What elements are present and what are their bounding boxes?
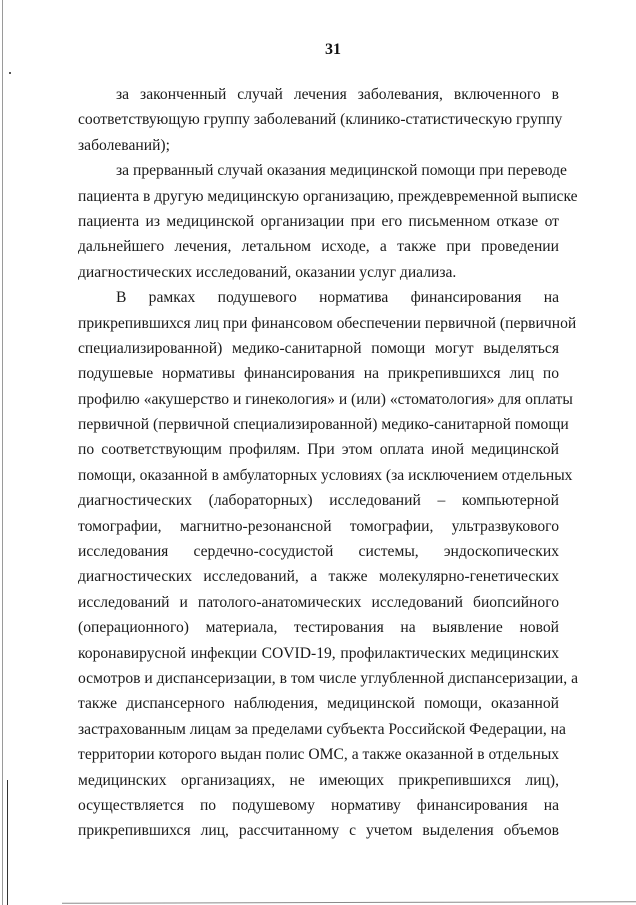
text-line: исследования сердечно-сосудистой системы, эндоскопических	[78, 543, 559, 561]
text-line: специализированной) медико-санитарной помощи могут выделяться	[78, 339, 559, 357]
page-number: 31	[325, 41, 341, 58]
text-line: осуществляется по подушевому нормативу финансирования на	[78, 796, 559, 814]
text-line: осмотров и диспансеризации, в том числе углубленной диспансеризации, а	[78, 669, 578, 687]
text-line: территории которого выдан полис ОМС, а также оказанной в отдельных	[78, 746, 560, 764]
text-line: по соответствующим профилям. При этом оплата иной медицинской	[78, 441, 559, 459]
text-line: пациента из медицинской организации при его письменном отказе от	[78, 212, 559, 230]
text-line: также диспансерного наблюдения, медицинской помощи, оказанной	[78, 695, 559, 713]
text-line: диагностических исследований, а также молекулярно-генетических	[78, 568, 559, 586]
body-text	[78, 82, 578, 844]
scan-bottom-edge	[62, 901, 636, 904]
text-line: подушевые нормативы финансирования на прикрепившихся лиц по	[78, 365, 559, 383]
scan-left-edge-shadow	[7, 780, 8, 905]
text-line: диагностических исследований, оказании услуг диализа.	[78, 263, 457, 281]
text-line: соответствующую группу заболеваний (клинико-статистическую группу	[78, 111, 563, 129]
text-line: за законченный случай лечения заболевания, включенного в	[116, 86, 559, 103]
text-line: томографии, магнитно-резонансной томографии, ультразвукового	[78, 517, 559, 535]
text-line: помощи, оказанной в амбулаторных условиях (за исключением отдельных	[78, 466, 573, 484]
text-line: прикрепившихся лиц при финансовом обеспечении первичной (первичной	[78, 314, 577, 332]
text-line: пациента в другую медицинскую организацию, преждевременной выписке	[78, 187, 578, 205]
text-line: застрахованным лицам за пределами субъекта Российской Федерации, на	[78, 720, 566, 738]
text-line: первичной (первичной специализированной) медико-санитарной помощи	[78, 416, 569, 434]
text-line: заболеваний);	[78, 136, 170, 154]
text-line: профилю «акушерство и гинекология» и (или) «стоматология» для оплаты	[78, 390, 573, 408]
scan-left-edge	[2, 0, 3, 905]
text-line: В рамках подушевого норматива финансирования на	[116, 289, 559, 307]
text-line: за прерванный случай оказания медицинской помощи при переводе	[116, 162, 567, 180]
text-line: коронавирусной инфекции COVID-19, профилактических медицинских	[78, 644, 559, 662]
text-line: прикрепившихся лиц, рассчитанному с учетом выделения объемов	[78, 822, 559, 840]
text-line: (операционного) материала, тестирования на выявление новой	[78, 619, 559, 637]
scan-speck	[9, 72, 11, 74]
text-line: исследований и патолого-анатомических исследований биопсийного	[78, 593, 559, 611]
text-line: диагностических (лабораторных) исследований – компьютерной	[78, 492, 559, 510]
text-line: медицинских организациях, не имеющих прикрепившихся лиц),	[78, 771, 559, 789]
text-line: дальнейшего лечения, летальном исходе, а также при проведении	[78, 238, 559, 256]
